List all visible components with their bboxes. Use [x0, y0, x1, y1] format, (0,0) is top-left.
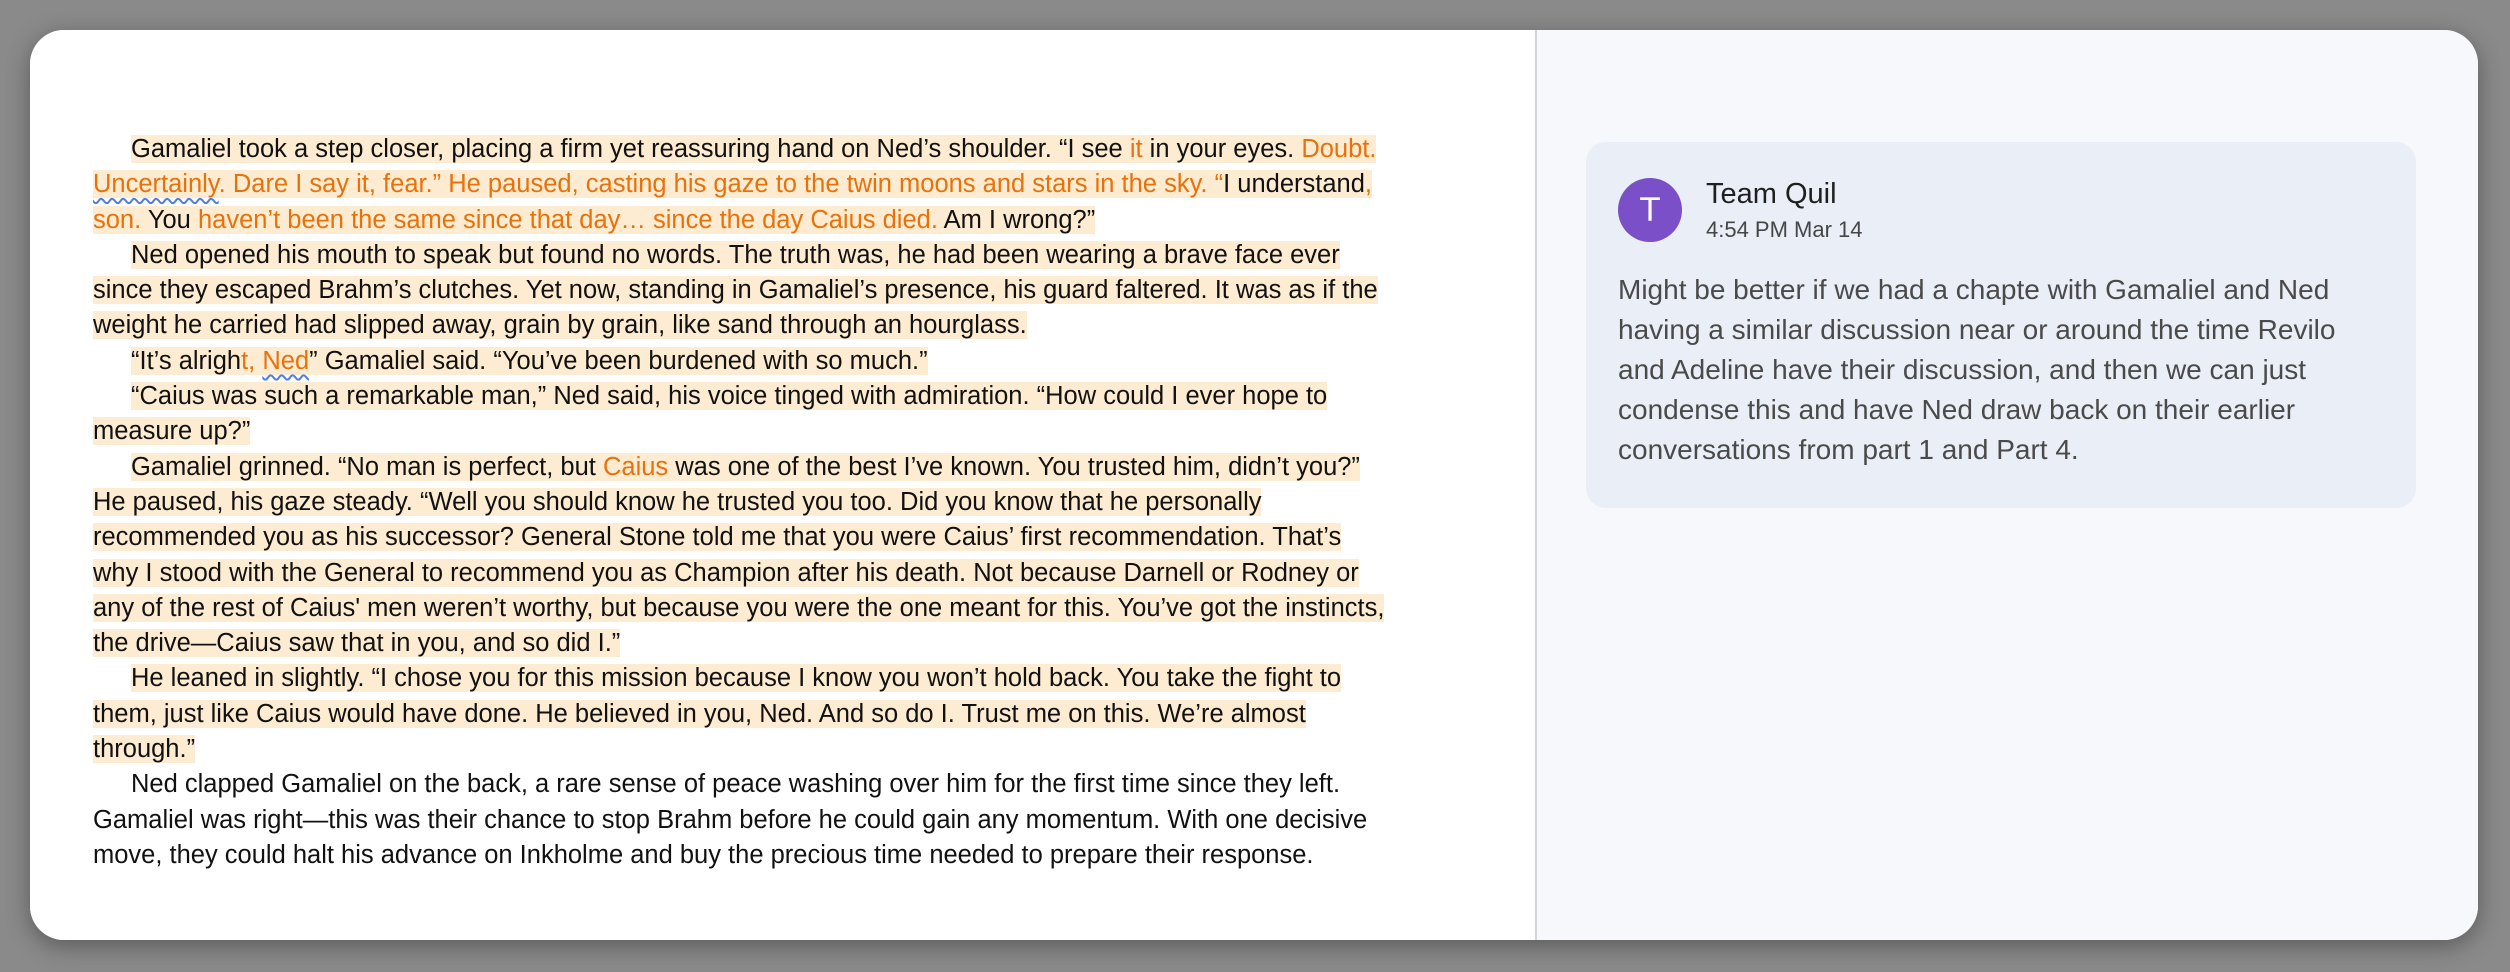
highlighted-text[interactable]: [93, 453, 1384, 657]
paragraph-3[interactable]: [93, 344, 1393, 379]
suggested-edit[interactable]: , son.: [93, 170, 1372, 234]
paragraph-6[interactable]: [93, 661, 1393, 767]
comment-card[interactable]: [1586, 142, 2416, 508]
comment-text: Might be better if we had a chapte with Gamaliel and Ned having a similar discussion near or around the time Revilo and Adeline have their discussion, and then we can just condense this and have Ned draw back on their earlier conversations from part 1 and Part 4.: [1618, 274, 2336, 465]
paragraph-2[interactable]: [93, 238, 1393, 344]
document-window: [30, 30, 2478, 940]
highlighted-text[interactable]: He leaned in slightly. “I chose you for this mission because I know you won’t hold back. You take the fight to them, just like Caius would have done. He believed in you, Ned. And so do I. Trust me on this. We’re almost through.”: [93, 664, 1342, 764]
comments-pane: [1537, 30, 2478, 940]
misspelled-word[interactable]: Ned: [262, 346, 310, 375]
paragraph-1[interactable]: [93, 132, 1393, 238]
paragraph-7[interactable]: Ned clapped Gamaliel on the back, a rare sense of peace washing over him for the first time since they left. Gamaliel was right—this was their chance to stop Brahm before he could gain any momentum. With one decisive move, they could halt his advance on Inkholme and buy the precious time needed to prepare their response.: [93, 770, 1368, 869]
document-pane[interactable]: [30, 30, 1535, 940]
text-run: in your eyes.: [1142, 135, 1302, 163]
highlighted-text[interactable]: [93, 135, 1376, 234]
text-run: Am I wrong?”: [937, 205, 1096, 234]
paragraph-4[interactable]: [93, 379, 1393, 450]
avatar: T: [1618, 178, 1682, 242]
suggested-edit[interactable]: it: [1129, 135, 1143, 163]
text-run: “It’s alrigh: [131, 346, 242, 375]
highlighted-text[interactable]: Ned opened his mouth to speak but found no words. The truth was, he had been wearing a brave face ever since they escaped Brahm’s clutches. Yet now, standing in Gamaliel’s presence, his guard faltered. It was as if the weight he carried had slipped away, grain by grain, like sand through an hourglass.: [93, 240, 1378, 340]
suggested-edit[interactable]: Caius: [602, 452, 669, 481]
suggested-edit[interactable]: haven’t been the same since that day… since the day Caius died.: [197, 205, 938, 234]
suggested-edit[interactable]: Doubt.: [1301, 135, 1377, 163]
text-run: Gamaliel took a step closer, placing a firm yet reassuring hand on Ned’s shoulder. “I see: [131, 135, 1130, 163]
suggested-edit[interactable]: . Dare I say it, fear.” He paused, casting his gaze to the twin moons and stars in the sky. “: [218, 170, 1224, 199]
text-run: I understand: [1223, 170, 1365, 199]
text-run: Gamaliel grinned. “No man is perfect, but: [131, 452, 603, 481]
text-run: ” Gamaliel said. “You’ve been burdened with so much.”: [309, 346, 928, 375]
highlighted-text[interactable]: [131, 347, 928, 375]
suggested-edit[interactable]: t,: [241, 346, 263, 375]
document-body[interactable]: [93, 132, 1393, 873]
paragraph-5[interactable]: [93, 450, 1393, 662]
comment-timestamp: 4:54 PM Mar 14: [1706, 217, 1863, 242]
highlighted-text[interactable]: “Caius was such a remarkable man,” Ned said, his voice tinged with admiration. “How could I ever hope to measure up?”: [93, 382, 1328, 446]
comment-author: Team Quil: [1706, 178, 1837, 210]
misspelled-word[interactable]: Uncertainly: [93, 170, 219, 199]
text-run: You: [141, 205, 198, 234]
text-run: was one of the best I’ve known. You trusted him, didn’t you?” He paused, his gaze steady. “Well you should know he trusted you too. Did you know that he personally recommended you as his successor? General Stone told me that you were Caius’ first recommendation. That’s why I stood with the General to recommend you as Champion after his death. Not because Darnell or Rodney or any of the rest of Caius' men weren’t worthy, but because you were the one meant for this. You’ve got the instincts, the drive—Caius saw that in you, and so did I.”: [93, 452, 1385, 658]
